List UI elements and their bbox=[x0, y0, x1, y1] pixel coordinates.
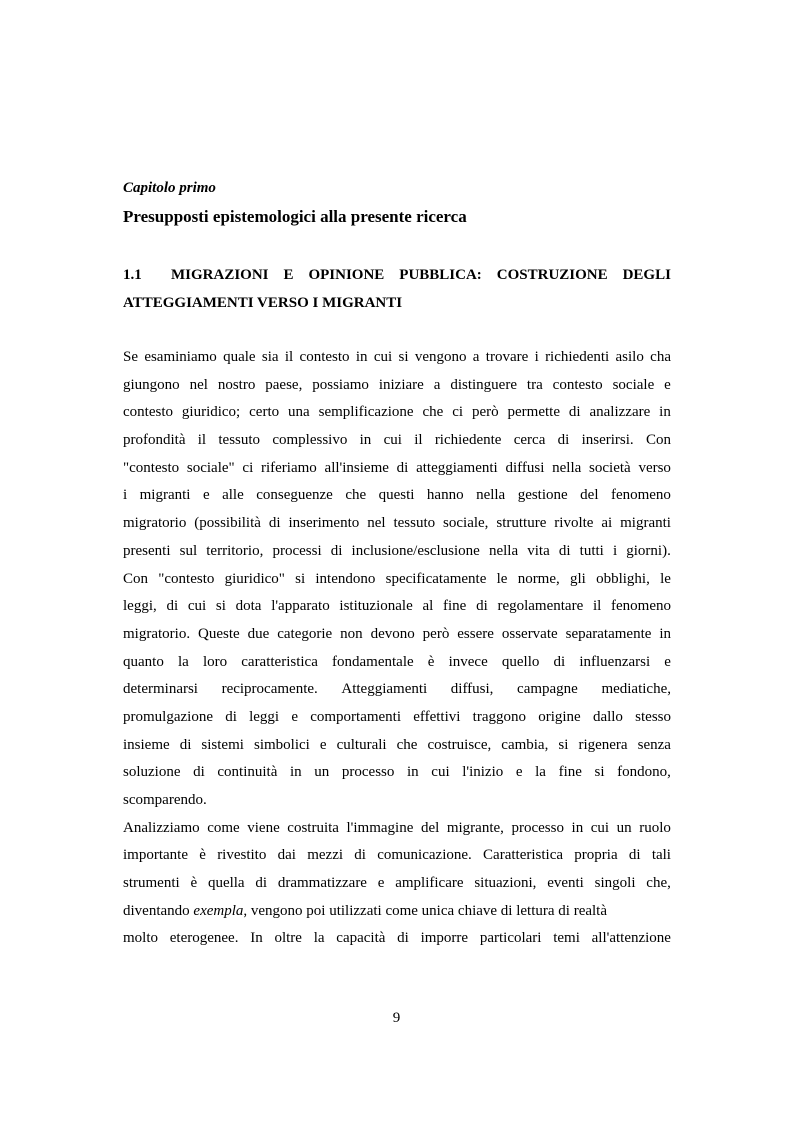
body-line bbox=[123, 399, 671, 427]
body-word: osservate bbox=[501, 625, 558, 642]
body-word: in bbox=[659, 404, 671, 421]
body-word: nel bbox=[189, 376, 208, 393]
body-word: di bbox=[193, 764, 205, 781]
body-word: permette bbox=[507, 404, 560, 421]
body-word: separatamente bbox=[565, 625, 652, 642]
body-word: come bbox=[207, 819, 240, 836]
body-word: è bbox=[190, 875, 198, 892]
body-word: quanto bbox=[123, 653, 164, 670]
body-word: importante bbox=[123, 847, 188, 864]
body-word: strutture bbox=[496, 515, 547, 532]
body-word: devono bbox=[370, 625, 415, 642]
body-word: propria bbox=[574, 847, 618, 864]
section-heading bbox=[123, 262, 671, 317]
body-word: asilo bbox=[615, 349, 644, 365]
body-word: è bbox=[427, 653, 435, 670]
body-word: migratorio bbox=[123, 515, 187, 532]
body-word: fenomeno bbox=[611, 598, 671, 615]
body-word: la bbox=[313, 930, 325, 947]
body-word: processo bbox=[341, 764, 395, 781]
body-word: migranti bbox=[139, 487, 191, 504]
body-word: intendono bbox=[315, 570, 376, 587]
body-word: e bbox=[202, 487, 210, 504]
body-word: gestione bbox=[517, 487, 568, 504]
body-word: essere bbox=[457, 625, 494, 642]
body-word: capacità bbox=[336, 930, 386, 947]
body-word: cui bbox=[373, 349, 393, 365]
body-word: drammatizzare bbox=[277, 875, 367, 892]
body-word: fenomeno bbox=[610, 487, 671, 504]
body-word: Con bbox=[645, 432, 671, 449]
body-word: cambia, bbox=[501, 736, 549, 753]
body-word: però bbox=[471, 404, 499, 421]
body-word: viene bbox=[247, 819, 280, 836]
body-word: sul bbox=[179, 542, 198, 559]
body-word: di bbox=[179, 736, 192, 753]
body-line bbox=[123, 566, 671, 594]
section-number: 1.1 bbox=[123, 267, 142, 283]
body-word: regolamentare bbox=[497, 598, 584, 615]
body-word: simbolici bbox=[253, 736, 310, 753]
body-word: e bbox=[664, 376, 671, 393]
body-word: costruisce, bbox=[427, 736, 492, 753]
body-word: "contesto bbox=[158, 570, 215, 587]
body-line bbox=[123, 676, 671, 704]
body-word: in bbox=[355, 349, 368, 365]
body-word: che bbox=[396, 736, 418, 753]
body-word: si bbox=[215, 598, 226, 615]
body-word: vita bbox=[527, 542, 550, 559]
body-word: che bbox=[422, 404, 444, 421]
body-word: sociale" bbox=[186, 459, 235, 476]
section-heading-word: DEGLI bbox=[622, 267, 671, 283]
body-line-italic-segment: exempla bbox=[193, 902, 244, 919]
body-word: di bbox=[397, 930, 409, 947]
body-word: che bbox=[345, 487, 367, 504]
body-word: che, bbox=[646, 875, 671, 892]
body-word: specificatamente bbox=[385, 570, 487, 587]
body-word: tali bbox=[651, 847, 671, 864]
body-line-mixed bbox=[123, 898, 671, 926]
body-word: particolari bbox=[479, 930, 542, 947]
body-word: promulgazione bbox=[123, 708, 213, 725]
body-word: cha bbox=[650, 349, 671, 365]
body-word: temi bbox=[553, 930, 580, 947]
body-word: quello bbox=[501, 653, 540, 670]
body-line: scomparendo. bbox=[123, 792, 207, 808]
body-line-segment: , vengono poi utilizzati come unica chiave di lettura di realtà bbox=[243, 902, 608, 919]
body-word: cui bbox=[383, 432, 402, 449]
body-word: il bbox=[284, 349, 294, 365]
body-word: molto bbox=[123, 930, 159, 947]
body-line bbox=[123, 538, 671, 566]
body-word: non bbox=[340, 625, 363, 642]
body-word: di bbox=[396, 459, 409, 476]
body-word: Caratteristica bbox=[483, 847, 564, 864]
body-line bbox=[123, 621, 671, 649]
chapter-label: Capitolo primo bbox=[123, 180, 216, 196]
body-word: nel bbox=[367, 515, 386, 532]
body-word: Queste bbox=[198, 625, 240, 642]
body-word: di bbox=[558, 542, 571, 559]
body-word: cui bbox=[431, 764, 450, 781]
body-word: reciprocamente. bbox=[221, 681, 318, 698]
body-word: dai bbox=[277, 847, 296, 864]
body-word: giuridico" bbox=[224, 570, 285, 587]
body-word: caratteristica bbox=[241, 653, 318, 670]
body-line bbox=[123, 870, 671, 898]
body-word: gli bbox=[570, 570, 586, 587]
body-word: contesto bbox=[552, 376, 603, 393]
body-word: complessivo bbox=[272, 432, 348, 449]
body-word: di bbox=[553, 653, 566, 670]
body-word: di bbox=[476, 598, 488, 615]
body-word: un bbox=[616, 819, 632, 836]
body-word: a bbox=[433, 376, 441, 393]
body-word: la bbox=[535, 764, 546, 781]
body-word: di bbox=[255, 875, 268, 892]
body-word: stesso bbox=[635, 708, 671, 725]
body-word: comportamenti bbox=[310, 708, 402, 725]
body-word: "contesto bbox=[123, 459, 180, 476]
body-word: rivolte bbox=[554, 515, 594, 532]
body-word: possiamo bbox=[312, 376, 369, 393]
body-word: si bbox=[594, 764, 605, 781]
body-word: l'immagine bbox=[346, 819, 414, 836]
body-word: sistemi bbox=[201, 736, 244, 753]
body-word: in bbox=[290, 764, 302, 781]
body-word: dallo bbox=[592, 708, 623, 725]
section-heading-line-1 bbox=[123, 262, 671, 290]
body-word: in bbox=[407, 764, 419, 781]
body-word: i bbox=[534, 349, 539, 365]
body-word: rivestito bbox=[217, 847, 267, 864]
body-word: iniziare bbox=[378, 376, 424, 393]
body-word: alle bbox=[222, 487, 244, 504]
body-word: distinguere bbox=[450, 376, 517, 393]
body-word: tra bbox=[526, 376, 543, 393]
body-word: inserimento bbox=[288, 515, 360, 532]
body-word: fine bbox=[443, 598, 467, 615]
body-word: giungono bbox=[123, 376, 180, 393]
body-line bbox=[123, 649, 671, 677]
body-line bbox=[123, 732, 671, 760]
body-word: in bbox=[659, 625, 671, 642]
body-word: costruita bbox=[287, 819, 339, 836]
body-word: sia bbox=[261, 349, 279, 365]
body-word: campagne bbox=[517, 681, 578, 698]
body-word: ruolo bbox=[639, 819, 671, 836]
body-word: profondità bbox=[123, 432, 186, 449]
body-word: e bbox=[377, 875, 385, 892]
body-word: migrante, bbox=[446, 819, 504, 836]
body-word: processi bbox=[272, 542, 322, 559]
body-word: leggi bbox=[249, 708, 280, 725]
body-word: norme, bbox=[517, 570, 560, 587]
body-word: rigenera bbox=[578, 736, 628, 753]
body-word: richiedente bbox=[434, 432, 502, 449]
body-word: comunicazione. bbox=[377, 847, 472, 864]
body-word: dota bbox=[235, 598, 262, 615]
body-word: atteggiamenti bbox=[416, 459, 498, 476]
section-heading-word: PUBBLICA: bbox=[399, 267, 482, 283]
body-word: territorio, bbox=[206, 542, 264, 559]
body-word: di bbox=[628, 847, 641, 864]
body-word: di bbox=[568, 404, 581, 421]
body-word: inclusione/esclusione bbox=[351, 542, 480, 559]
body-word: di bbox=[354, 847, 366, 864]
body-word: culturali bbox=[336, 736, 387, 753]
body-word: sociale bbox=[612, 376, 655, 393]
body-word: ci bbox=[452, 404, 464, 421]
body-word: l'apparato bbox=[271, 598, 330, 615]
body-word: categorie bbox=[277, 625, 333, 642]
body-word: Se bbox=[123, 349, 138, 365]
body-word: amplificare bbox=[395, 875, 464, 892]
body-word: nella bbox=[552, 459, 582, 476]
body-word: diffusi, bbox=[450, 681, 494, 698]
body-word: di bbox=[225, 708, 237, 725]
body-line bbox=[123, 510, 671, 538]
body-line-segment: diventando bbox=[123, 902, 194, 919]
body-word: imporre bbox=[420, 930, 469, 947]
body-word: un bbox=[314, 764, 330, 781]
body-word: del bbox=[420, 819, 440, 836]
body-word: e bbox=[291, 708, 298, 725]
body-word: loro bbox=[202, 653, 228, 670]
body-word: i bbox=[612, 542, 618, 559]
body-word: esaminiamo bbox=[144, 349, 217, 365]
body-word: obblighi, bbox=[596, 570, 650, 587]
body-word: nella bbox=[488, 542, 519, 559]
body-word: le bbox=[660, 570, 671, 587]
body-word: contesto bbox=[123, 404, 173, 421]
body-word: il bbox=[592, 598, 602, 615]
body-word: in bbox=[359, 432, 372, 449]
body-word: le bbox=[496, 570, 508, 587]
body-word: nostro bbox=[217, 376, 256, 393]
body-word: verso bbox=[638, 459, 671, 476]
body-word: cui bbox=[187, 598, 207, 615]
body-line bbox=[123, 842, 671, 870]
body-word: due bbox=[247, 625, 270, 642]
body-word: senza bbox=[637, 736, 671, 753]
body-line bbox=[123, 593, 671, 621]
body-word: fondamentale bbox=[332, 653, 414, 670]
body-word: mezzi bbox=[307, 847, 344, 864]
body-word: il bbox=[414, 432, 423, 449]
body-word: al bbox=[422, 598, 434, 615]
body-word: giorni). bbox=[626, 542, 671, 559]
body-word: i bbox=[123, 487, 128, 504]
page-number: 9 bbox=[392, 1010, 401, 1026]
section-heading-word: OPINIONE bbox=[308, 267, 385, 283]
body-line bbox=[123, 482, 671, 510]
body-word: la bbox=[177, 653, 189, 670]
body-line bbox=[123, 815, 671, 843]
body-word: in bbox=[571, 819, 584, 836]
body-line bbox=[123, 427, 671, 455]
body-word: migranti bbox=[620, 515, 671, 532]
body-word: quella bbox=[207, 875, 245, 892]
body-word: riferiamo bbox=[260, 459, 317, 476]
body-text bbox=[123, 344, 671, 953]
body-word: situazioni, bbox=[474, 875, 537, 892]
body-word: inserirsi. bbox=[581, 432, 634, 449]
body-word: In bbox=[250, 930, 263, 947]
body-word: oltre bbox=[274, 930, 302, 947]
body-word: hanno bbox=[426, 487, 464, 504]
section-heading-line-2: ATTEGGIAMENTI VERSO I MIGRANTI bbox=[123, 294, 403, 311]
body-word: all'insieme bbox=[324, 459, 389, 476]
body-word: cui bbox=[590, 819, 610, 836]
body-word: e bbox=[664, 653, 671, 670]
body-word: eventi bbox=[547, 875, 584, 892]
body-word: Con bbox=[123, 570, 149, 587]
body-word: continuità bbox=[217, 764, 278, 781]
body-word: strumenti bbox=[123, 875, 180, 892]
body-word: migratorio. bbox=[123, 625, 191, 642]
body-word: società bbox=[589, 459, 631, 476]
body-word: vengono bbox=[414, 349, 467, 365]
body-word: origine bbox=[538, 708, 581, 725]
body-word: influenzarsi bbox=[579, 653, 651, 670]
body-word: di bbox=[268, 515, 281, 532]
body-word: però bbox=[422, 625, 450, 642]
body-line bbox=[123, 372, 671, 400]
body-word: l'inizio bbox=[462, 764, 504, 781]
body-word: cerca bbox=[513, 432, 546, 449]
body-word: di bbox=[557, 432, 570, 449]
body-word: singoli bbox=[594, 875, 636, 892]
body-word: una bbox=[288, 404, 310, 421]
body-word: diffusi bbox=[505, 459, 545, 476]
body-word: conseguenze bbox=[256, 487, 333, 504]
body-word: tessuto bbox=[218, 432, 261, 449]
body-word: si bbox=[398, 349, 409, 365]
body-word: istituzionale bbox=[339, 598, 413, 615]
body-word: il bbox=[197, 432, 207, 449]
body-word: ai bbox=[601, 515, 613, 532]
body-word: si bbox=[558, 736, 569, 753]
body-word: Atteggiamenti bbox=[341, 681, 428, 698]
body-word: mediatiche, bbox=[601, 681, 671, 698]
body-line bbox=[123, 344, 671, 372]
body-word: Analizziamo bbox=[123, 819, 200, 836]
body-word: nella bbox=[476, 487, 506, 504]
body-word: semplificazione bbox=[318, 404, 414, 421]
body-word: leggi, bbox=[123, 598, 157, 615]
body-word: fondono, bbox=[617, 764, 671, 781]
body-word: presenti bbox=[123, 542, 171, 559]
section-heading-word: E bbox=[283, 267, 294, 283]
body-word: (possibilità bbox=[194, 515, 261, 532]
body-word: determinarsi bbox=[123, 681, 198, 698]
body-word: a bbox=[472, 349, 480, 365]
body-line bbox=[123, 925, 671, 953]
chapter-title: Presupposti epistemologici alla presente ricerca bbox=[123, 207, 467, 226]
body-word: è bbox=[199, 847, 206, 864]
body-word: fine bbox=[558, 764, 582, 781]
body-word: processo bbox=[511, 819, 564, 836]
body-word: contesto bbox=[299, 349, 350, 365]
body-word: si bbox=[295, 570, 306, 587]
body-word: di bbox=[330, 542, 343, 559]
body-word: eterogenee. bbox=[169, 930, 239, 947]
body-word: di bbox=[166, 598, 179, 615]
section-heading-word bbox=[123, 262, 269, 290]
body-word: quale bbox=[223, 349, 256, 365]
body-word: analizzare bbox=[589, 404, 651, 421]
body-word: traggono bbox=[472, 708, 526, 725]
body-word: effettivi bbox=[413, 708, 461, 725]
body-word: tessuto bbox=[393, 515, 436, 532]
body-word: giuridico; bbox=[181, 404, 241, 421]
body-line bbox=[123, 759, 671, 787]
body-line bbox=[123, 455, 671, 483]
section-heading-word: COSTRUZIONE bbox=[496, 267, 608, 283]
body-word: trovare bbox=[485, 349, 529, 365]
body-word: e bbox=[319, 736, 327, 753]
body-word: invece bbox=[448, 653, 488, 670]
body-word: insieme bbox=[123, 736, 170, 753]
section-heading-word-text: MIGRAZIONI bbox=[171, 267, 269, 283]
body-word: questi bbox=[378, 487, 415, 504]
body-word: del bbox=[580, 487, 599, 504]
body-word: all'attenzione bbox=[591, 930, 671, 947]
body-line bbox=[123, 704, 671, 732]
body-word: ci bbox=[242, 459, 254, 476]
body-word: e bbox=[515, 764, 523, 781]
body-word: certo bbox=[249, 404, 280, 421]
body-word: soluzione bbox=[123, 764, 181, 781]
body-word: richiedenti bbox=[545, 349, 610, 365]
body-word: paese, bbox=[265, 376, 303, 393]
body-word: sociale, bbox=[443, 515, 489, 532]
body-word: tutti bbox=[579, 542, 604, 559]
